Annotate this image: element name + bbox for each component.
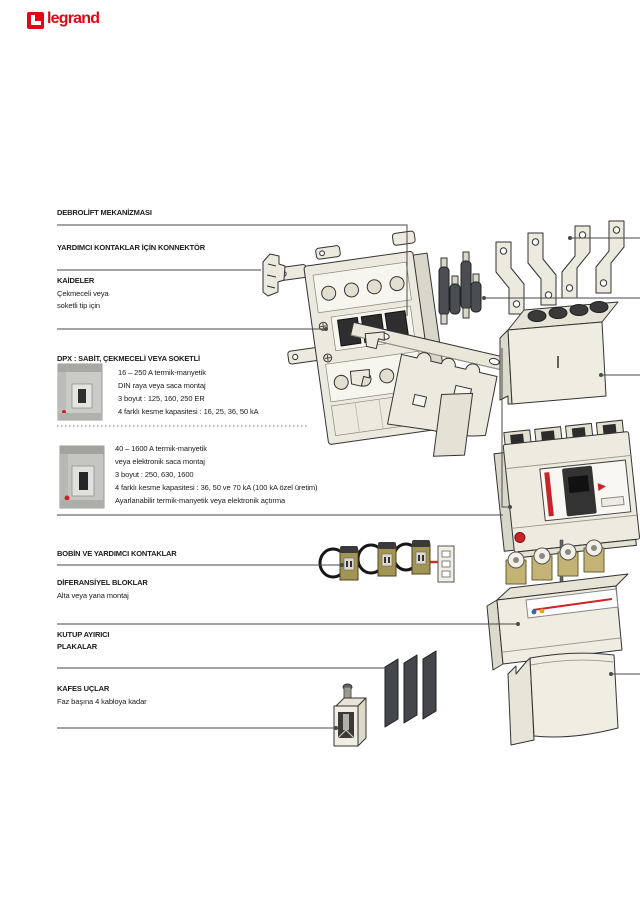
label-kutup-line1: KUTUP AYIRICI [57, 630, 110, 639]
label-kaideler-line2: soketli tip için [57, 301, 101, 310]
label-diferansiyel-sub: Alta veya yana montaj [57, 591, 129, 600]
label-kafes-sub: Faz başına 4 kabloya kadar [57, 697, 147, 706]
dpx-photo-large [60, 446, 104, 508]
label-kaideler-title: KAİDELER [57, 276, 95, 285]
label-kafes-title: KAFES UÇLAR [57, 684, 110, 693]
label-dpx2-line2: veya elektronik saca montaj [115, 457, 205, 466]
label-dpx1-line1: 16 – 250 A termik-manyetik [118, 368, 206, 377]
aux-connector-drawing [263, 254, 285, 296]
cage-terminal-drawing [334, 684, 366, 746]
terminal-cover-top-drawing [500, 302, 618, 405]
brand-wordmark: legrand [47, 10, 100, 27]
terminal-cover-bottom-drawing [508, 653, 618, 745]
differential-block-drawing [487, 540, 628, 670]
label-kutup-line2: PLAKALAR [57, 642, 98, 651]
label-kaideler-line1: Çekmeceli veya [57, 289, 109, 298]
busbar-extensions-drawing [496, 221, 624, 314]
label-konnektor: YARDIMCI KONTAKLAR İÇİN KONNEKTÖR [57, 243, 205, 252]
label-dpx2-line4: 4 farklı kesme kapasitesi : 36, 50 ve 70 kA (100 kA özel üretim) [115, 483, 318, 492]
label-dpx-title: DPX : SABİT, ÇEKMECELİ VEYA SOKETLİ [57, 354, 200, 363]
label-dpx2-line5: Ayarlanabilir termik-manyetik veya elektronik açtırma [115, 496, 286, 505]
label-diferansiyel-title: DİFERANSİYEL BLOKLAR [57, 578, 148, 587]
dpx-photo-small [58, 364, 102, 420]
label-bobin: BOBİN VE YARDIMCI KONTAKLAR [57, 549, 177, 558]
label-dpx2-line3: 3 boyut : 250, 630, 1600 [115, 470, 194, 479]
label-dpx1-line2: DIN raya veya saca montaj [118, 381, 206, 390]
separator-plates-drawing [385, 651, 436, 727]
label-dpx1-line4: 4 farklı kesme kapasitesi : 16, 25, 36, 50 kA [118, 407, 259, 416]
label-dpx2-line1: 40 – 1600 A termik-manyetik [115, 444, 207, 453]
label-dpx1-line3: 3 boyut : 125, 160, 250 ER [118, 394, 205, 403]
label-debrolift: DEBROLİFT MEKANİZMASI [57, 208, 152, 217]
dpx-breaker-drawing [492, 420, 640, 560]
coils-drawing [320, 540, 454, 582]
connector-rods-drawing [439, 252, 481, 324]
